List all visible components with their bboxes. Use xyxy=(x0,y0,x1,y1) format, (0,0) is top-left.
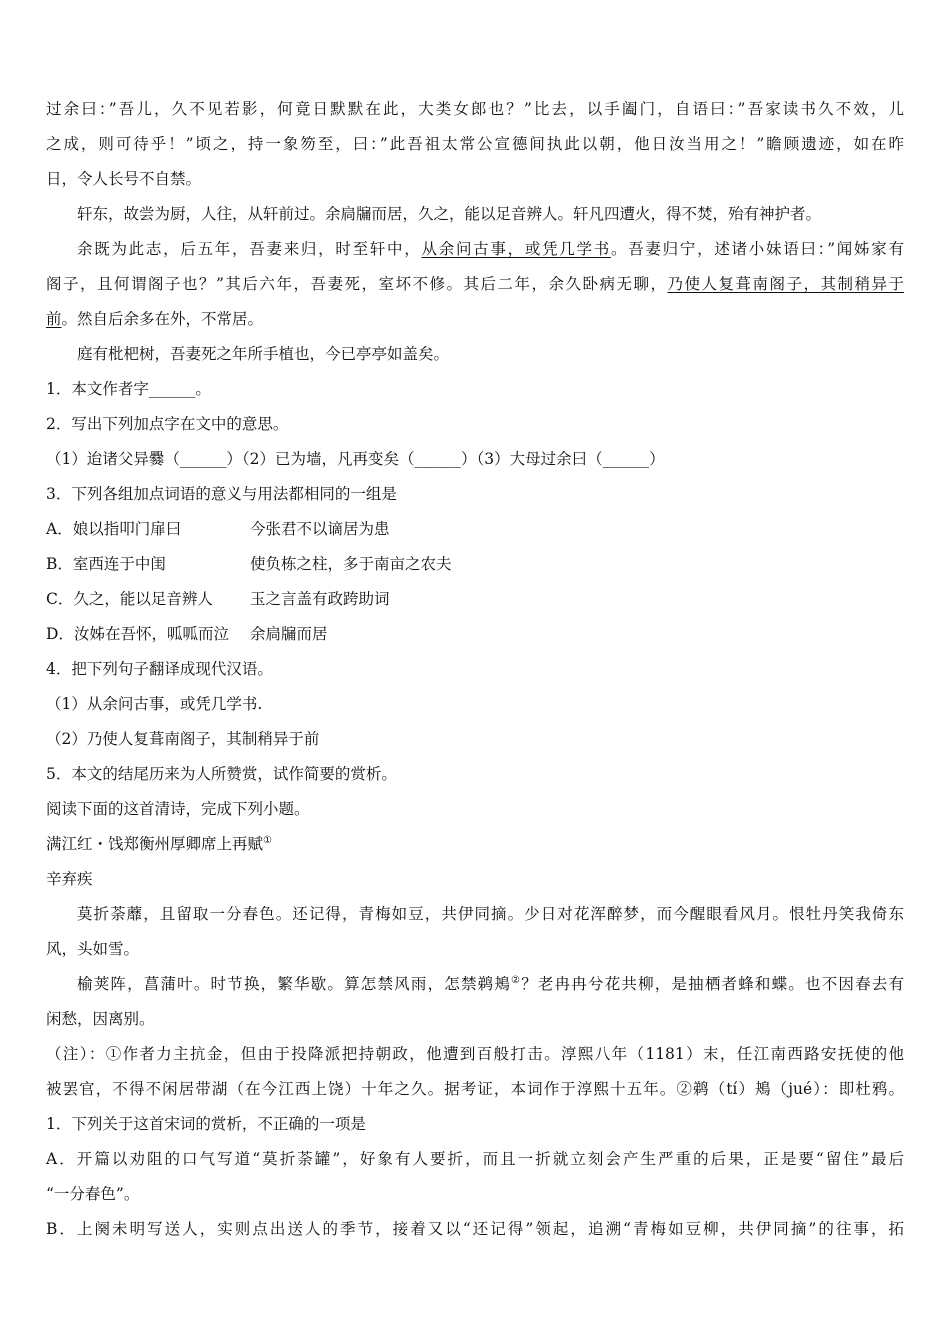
poem-line: 莫折荼蘼，且留取一分春色。还记得，青梅如豆，共伊同摘。少日对花浑醉梦，而今醒眼看风月。恨牡丹笑我倚东 xyxy=(77,905,904,923)
passage-paragraph: 轩东，故尝为厨，人往，从轩前过。余扃牖而居，久之，能以足音辨人。轩凡四遭火，得不焚，殆有神护者。 xyxy=(77,205,822,223)
poem-line: 闲愁，因离别。 xyxy=(46,1010,155,1028)
option-b: B．室西连于中闺 使负栋之柱，多于南亩之农夫 xyxy=(46,555,452,573)
underlined-sentence-2-end: 前 xyxy=(46,310,62,328)
footnote-marker: ② xyxy=(511,974,522,986)
passage-paragraph: 庭有枇杷树，吾妻死之年所手植也，今已亭亭如盖矣。 xyxy=(77,345,450,363)
section-intro: 阅读下面的这首清诗，完成下列小题。 xyxy=(46,800,310,818)
poem-option-a: A．开篇以劝阻的口气写道“莫折荼罐”，好象有人要折，而且一折就立刻会产生严重的后果，正是要“留住”最后 xyxy=(46,1150,904,1168)
passage-line: 阁子，且何谓阁子也？”其后六年，吾妻死，室坏不修。其后二年，余久卧病无聊，乃使人复葺南阁子，其制稍异于 xyxy=(46,275,904,293)
document-page xyxy=(46,92,904,1247)
passage-line: 过余曰：”吾儿，久不见若影，何竟日默默在此，大类女郎也？”比去，以手阖门，自语曰：”吾家读书久不效，儿 xyxy=(46,100,904,118)
poem-line: 风，头如雪。 xyxy=(46,940,140,958)
poem-title: 满江红・饯郑衡州厚卿席上再赋① xyxy=(46,834,272,853)
passage-line: 余既为此志，后五年，吾妻来归，时至轩中，从余问古事，或凭几学书。吾妻归宁，述诸小妹语曰：”闻姊家有 xyxy=(77,240,904,258)
underlined-sentence-2: 乃使人复葺南阁子，其制稍异于 xyxy=(667,275,904,293)
poem-note: 被罢官，不得不闲居带湖（在今江西上饶）十年之久。据考证，本词作于淳熙十五年。②鹈（tí）鴂（jué）：即杜鸦。 xyxy=(46,1080,904,1098)
passage-line: 日，令人长号不自禁。 xyxy=(46,170,202,188)
option-c: C．久之，能以足音辨人 玉之言盖有政跨助词 xyxy=(46,590,390,608)
question-5: 5．本文的结尾历来为人所赞赏，试作简要的赏析。 xyxy=(46,765,397,783)
question-4-item-2: （2）乃使人复葺南阁子，其制稍异于前 xyxy=(46,730,320,748)
question-3: 3．下列各组加点词语的意义与用法都相同的一组是 xyxy=(46,485,397,503)
poem-option-b: B．上阕未明写送人，实则点出送人的季节，接着又以“还记得”领起，追溯“青梅如豆柳，共伊同摘”的往事，拓 xyxy=(46,1220,904,1238)
question-2: 2．写出下列加点字在文中的意思。 xyxy=(46,415,289,433)
question-4: 4．把下列句子翻译成现代汉语。 xyxy=(46,660,273,678)
question-4-item-1: （1）从余问古事，或凭几学书. xyxy=(46,695,263,713)
question-1: 1．本文作者字______。 xyxy=(46,380,211,398)
option-a: A．娘以指叩门扉曰 今张君不以谪居为患 xyxy=(46,520,390,538)
question-2-items: （1）迨诸父异爨（______）（2）已为墙，凡再变矣（______）（3）大母过余曰（______） xyxy=(46,450,665,468)
poem-line: 榆荚阵，菖蒲叶。时节换，繁华歇。算怎禁风雨，怎禁鹈鴂②？老冉冉兮花共柳，是抽栖者蜂和蝶。也不因春去有 xyxy=(77,974,904,993)
poem-question-1: 1．下列关于这首宋词的赏析，不正确的一项是 xyxy=(46,1115,366,1133)
passage-line: 之成，则可待乎！”顷之，持一象笏至，曰：”此吾祖太常公宣德间执此以朝，他日汝当用之！”瞻顾遗迹，如在昨 xyxy=(46,135,904,153)
poem-author: 辛弃疾 xyxy=(46,870,93,888)
footnote-marker: ① xyxy=(263,834,272,846)
passage-line: 前。然自后余多在外，不常居。 xyxy=(46,310,264,328)
poem-note: （注）：①作者力主抗金，但由于投降派把持朝政，他遭到百般打击。淳熙八年（1181）末，任江南西路安抚使的他 xyxy=(46,1045,904,1063)
poem-option-a-cont: “一分春色”。 xyxy=(46,1185,140,1203)
option-d: D．汝姊在吾怀，呱呱而泣 余扃牖而居 xyxy=(46,625,328,643)
underlined-sentence-1: 从余问古事，或凭几学书 xyxy=(421,240,611,258)
